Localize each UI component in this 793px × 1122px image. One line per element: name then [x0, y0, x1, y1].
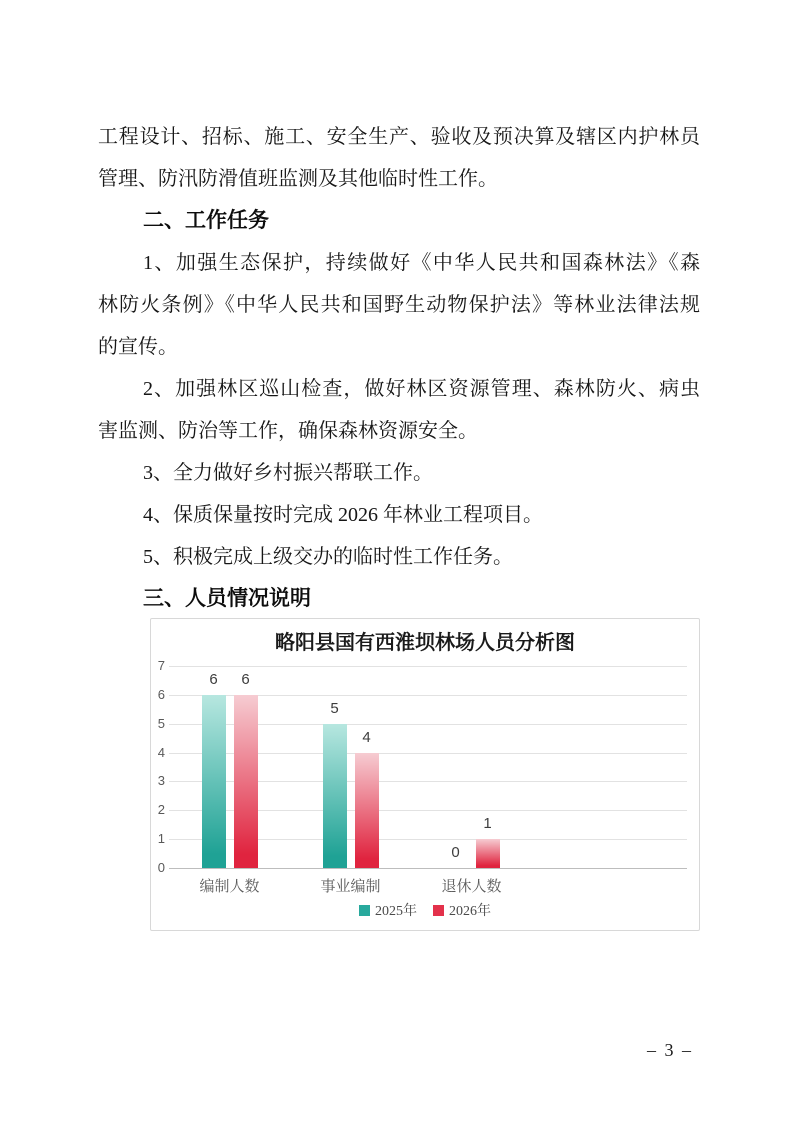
bar-value-label: 1 — [483, 815, 492, 833]
x-axis-category-label: 事业编制 — [320, 879, 381, 895]
legend-item — [433, 900, 491, 920]
y-axis-tick-label: 6 — [157, 686, 165, 702]
gridline — [169, 666, 687, 667]
chart-legend — [151, 900, 699, 920]
x-axis-category-label: 编制人数 — [199, 879, 260, 895]
bar-value-label: 4 — [362, 728, 371, 746]
bar-value-label: 5 — [330, 699, 339, 717]
body-line: 林防火条例》《中华人民共和国野生动物保护法》等林业法律法规 — [98, 294, 700, 316]
page-number: – 3 – — [647, 1040, 693, 1060]
chart-bar — [234, 695, 258, 868]
body-line: 5、积极完成上级交办的临时性工作任务。 — [143, 546, 513, 568]
body-line: 的宣传。 — [98, 336, 178, 358]
legend-item — [359, 900, 417, 920]
x-axis-category-label: 退休人数 — [441, 879, 502, 895]
y-axis-tick-label: 1 — [157, 831, 165, 847]
chart-bar — [202, 695, 226, 868]
body-line: 2、加强林区巡山检查，做好林区资源管理、森林防火、病虫 — [143, 378, 700, 400]
legend-label: 2025年 — [375, 904, 417, 919]
bar-value-label: 6 — [209, 670, 218, 688]
y-axis-tick-label: 3 — [157, 773, 165, 789]
body-line: 4、保质保量按时完成 2026 年林业工程项目。 — [143, 504, 543, 526]
chart-bar — [355, 753, 379, 868]
legend-label: 2026年 — [449, 904, 491, 919]
section-heading: 二、工作任务 — [143, 209, 269, 232]
y-axis-tick-label: 5 — [157, 715, 165, 731]
chart-bar — [323, 724, 347, 868]
body-text — [98, 116, 700, 620]
bar-value-label: 0 — [451, 844, 460, 861]
y-axis-tick-label: 4 — [157, 744, 165, 760]
legend-swatch — [433, 905, 444, 916]
chart-bar — [476, 839, 500, 868]
chart-title: 略阳县国有西淮坝林场人员分析图 — [275, 632, 575, 654]
bar-value-label: 6 — [241, 670, 250, 688]
personnel-bar-chart — [150, 618, 700, 931]
body-line: 工程设计、招标、施工、安全生产、验收及预决算及辖区内护林员 — [98, 126, 700, 148]
body-line: 3、全力做好乡村振兴帮联工作。 — [143, 462, 433, 484]
y-axis-tick-label: 7 — [157, 658, 165, 673]
body-line: 害监测、防治等工作，确保森林资源安全。 — [98, 420, 478, 442]
section-heading: 三、人员情况说明 — [143, 587, 311, 610]
y-axis-tick-label: 0 — [157, 860, 165, 875]
y-axis-tick-label: 2 — [157, 802, 165, 818]
body-line: 1、加强生态保护，持续做好《中华人民共和国森林法》《森 — [143, 252, 700, 274]
body-line: 管理、防汛防滑值班监测及其他临时性工作。 — [98, 168, 498, 190]
gridline — [169, 868, 687, 869]
legend-swatch — [359, 905, 370, 916]
